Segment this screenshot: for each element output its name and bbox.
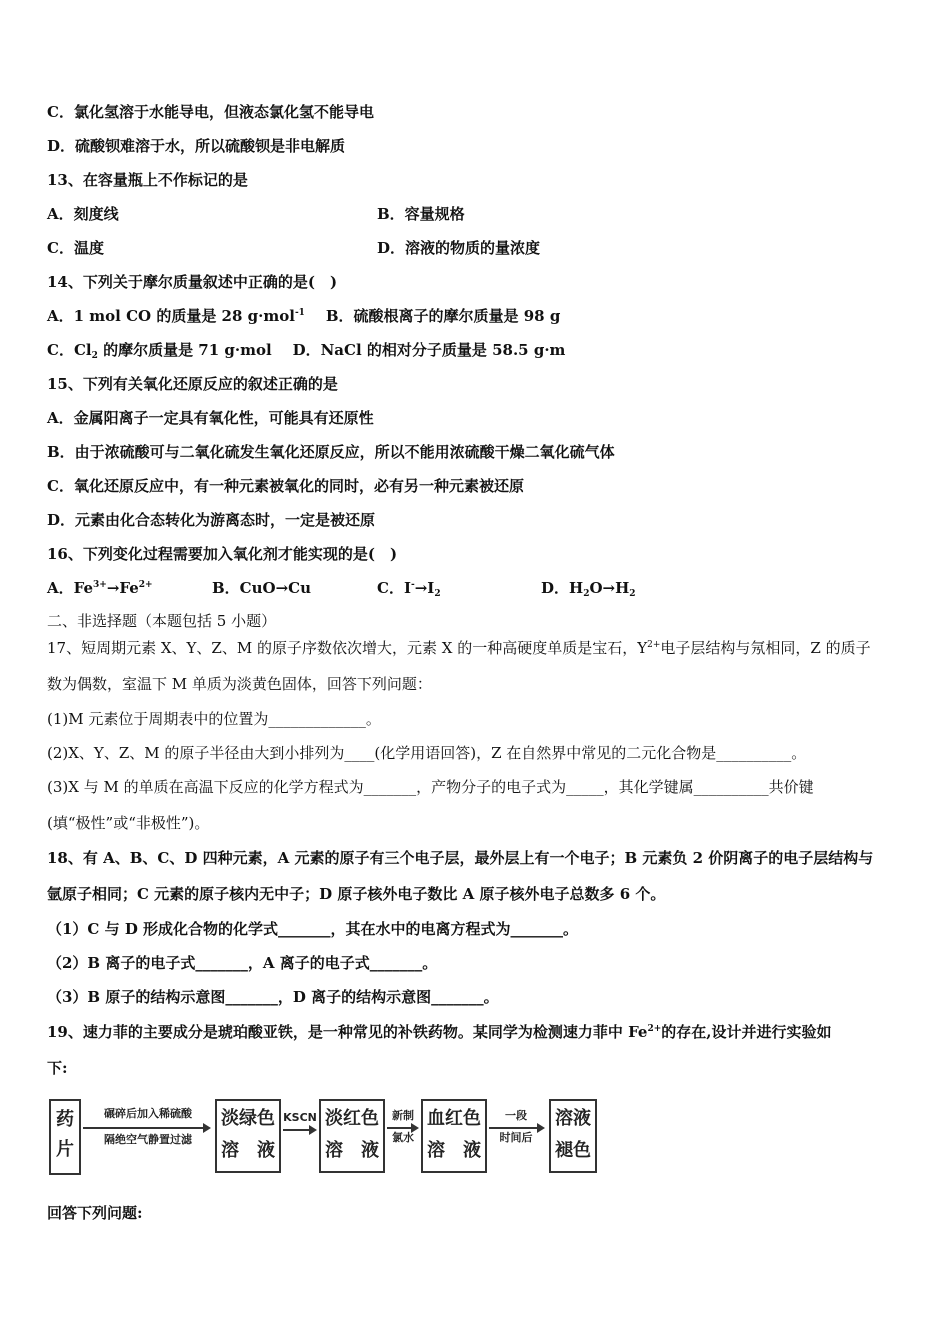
sub-question-1: (1)M 元素位于周期表中的位置为_____________。 [47,710,381,728]
option-b: B．由于浓硫酸可与二氧化硫发生氧化还原反应，所以不能用浓硫酸干燥二氧化硫气体 [47,443,615,461]
flow-arrow-1 [83,1127,209,1129]
flow-arrow-4 [489,1127,543,1129]
answer-prompt: 回答下列问题: [47,1204,143,1222]
question-stem-line-1: 17、短周期元素 X、Y、Z、M 的原子序数依次增大，元素 X 的一种高硬度单质是宝石，$Y^{2+}$电子层结构与氖相同，Z 的质子 [47,639,871,657]
question-stem: 16、下列变化过程需要加入氧化剂才能实现的是( ) [47,545,398,563]
option-d: D．溶液的物质的量浓度 [377,239,541,257]
option-d: D．元素由化合态转化为游离态时，一定是被还原 [47,511,376,529]
question-stem-line-2: 氩原子相同；C 元素的原子核内无中子；D 原子核外电子数比 A 原子核外电子总数多 6 个。 [47,885,666,903]
option-a: A．1 mol CO 的质量是 28 g·mol$^{-1}$ [47,307,305,325]
option-c: C．$I^-\to I_2$ [377,579,441,599]
option-a: A．刻度线 [47,205,119,223]
option-a: A．金属阳离子一定具有氧化性，可能具有还原性 [47,409,374,427]
flow-arrow-label-2: KSCN [283,1111,317,1124]
question-stem: 14、下列关于摩尔质量叙述中正确的是( ) [47,273,338,291]
question-stem: 15、下列有关氧化还原反应的叙述正确的是 [47,375,338,393]
flow-arrow-label-4b: 时间后 [499,1131,533,1144]
flow-box-tablet: 药 片 [49,1099,81,1175]
flow-box-faded: 溶液 褪色 [549,1099,597,1173]
option-d: D．$H_2O\to H_2$ [541,579,636,599]
option-c: C．氯化氢溶于水能导电，但液态氯化氢不能导电 [47,103,374,121]
question-stem-line-1: 18、有 A、B、C、D 四种元素，A 元素的原子有三个电子层，最外层上有一个电子；B 元素负 2 价阴离子的电子层结构与 [47,849,874,867]
flow-arrow-label-1: 碾碎后加入稀硫酸 [104,1107,192,1120]
flow-box-blood-red: 血红色 溶 液 [421,1099,487,1173]
flow-arrow-label-3b: 氯水 [392,1131,414,1144]
question-stem-line-2: 数为偶数，室温下 M 单质为淡黄色固体，回答下列问题： [47,675,432,693]
option-d: D．硫酸钡难溶于水，所以硫酸钡是非电解质 [47,137,346,155]
sub-question-2: （2）B 离子的电子式_______，A 离子的电子式_______。 [47,954,438,972]
sub-question-3-cont: (填“极性”或“非极性”)。 [47,814,210,832]
option-b: B．硫酸根离子的摩尔质量是 98 g [325,307,561,325]
option-c: C．温度 [47,239,104,257]
flow-arrow-2 [283,1129,315,1131]
sub-question-3: (3)X 与 M 的单质在高温下反应的化学方程式为_______，产物分子的电子式为_____，其化学键属__________共价键 [47,778,814,796]
flow-arrow-label-1b: 隔绝空气静置过滤 [104,1133,192,1146]
sub-question-3: （3）B 原子的结构示意图_______，D 离子的结构示意图_______。 [47,988,499,1006]
option-d: D．NaCl 的相对分子质量是 58.5 g·m [292,341,566,359]
flow-box-pale-green: 淡绿色 溶 液 [215,1099,281,1173]
options-row-2 [47,340,565,360]
option-c: C．氧化还原反应中，有一种元素被氧化的同时，必有另一种元素被还原 [47,477,524,495]
option-a: A．$Fe^{3+}\to Fe^{2+}$ [47,579,153,597]
flow-arrow-label-3: 新制 [392,1109,414,1122]
section-heading: 二、非选择题（本题包括 5 小题） [47,612,277,630]
sub-question-2: (2)X、Y、Z、M 的原子半径由大到小排列为____(化学用语回答)，Z 在自然界中常见的二元化合物是__________。 [47,744,807,762]
option-b: B．容量规格 [377,205,465,223]
sub-question-1: （1）C 与 D 形成化合物的化学式_______，其在水中的电离方程式为_______。 [47,920,579,938]
question-stem-line-1: 19、速力菲的主要成分是琥珀酸亚铁，是一种常见的补铁药物。某同学为检测速力菲中 $Fe^{2+}$的存在,设计并进行实验如 [47,1023,832,1041]
flow-arrow-label-4: 一段 [505,1109,527,1122]
options-row-1 [47,306,560,326]
option-b: B．CuO→Cu [212,579,312,597]
option-c: C．$Cl_2$ 的摩尔质量是 71 g·mol [47,341,272,361]
question-stem: 13、在容量瓶上不作标记的是 [47,171,248,189]
flow-box-pale-red: 淡红色 溶 液 [319,1099,385,1173]
question-stem-line-2: 下: [47,1059,68,1077]
experiment-flowchart [47,1093,607,1173]
flow-arrow-3 [387,1127,417,1129]
